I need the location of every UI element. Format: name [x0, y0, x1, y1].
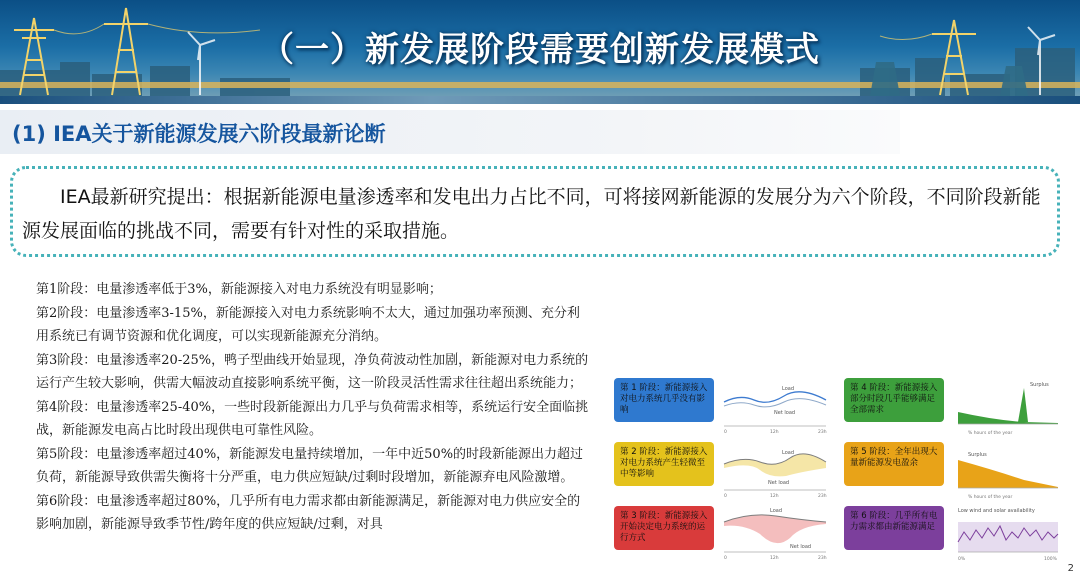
stage-2-netload-label: Net load [768, 480, 790, 486]
stage-item-4: 第4阶段：电量渗透率25-40%，一些时段新能源出力几乎与负荷需求相等，系统运行安全面临挑战，新能源发电高占比时段出现供电可靠性风险。 [36, 399, 589, 438]
stage-5-hours-label: % hours of the year [968, 495, 1013, 500]
stage-card-1-label: 第 1 阶段：新能源接入对电力系统几乎没有影响 [620, 383, 708, 415]
stage-6-tick-0: 0% [958, 557, 966, 562]
stage-3-duck-curve-chart [720, 504, 830, 560]
stage-6-low-wind-label: Low wind and solar availability [958, 508, 1035, 514]
stage-1-load-label: Load [782, 386, 794, 392]
stage-card-2 [614, 442, 714, 486]
stage-item-6: 第6阶段：电量渗透率超过80%，几乎所有电力需求都由新能源满足，新能源对电力供应安全的影响加剧，新能源导致季节性/跨年度的供应短缺/过剩，对具 [36, 493, 581, 532]
stage-6-availability-chart [954, 502, 1060, 564]
stage-3-tick-0: 0 [724, 556, 727, 560]
stage-item-5: 第5阶段：电量渗透率超过40%，新能源发电量持续增加，一年中近50%的时段新能源出力超过负荷，新能源导致供需失衡将十分严重，电力供应短缺/过剩时段增加，新能源弃电风险激增。 [36, 446, 584, 485]
stage-6-tick-100: 100% [1044, 557, 1057, 562]
stage-card-6-label: 第 6 阶段：几乎所有电力需求都由新能源满足 [850, 511, 938, 532]
stage-1-load-chart [720, 378, 830, 434]
stage-card-2-label: 第 2 阶段：新能源接入对电力系统产生轻微至中等影响 [620, 447, 708, 479]
stage-card-3-label: 第 3 阶段：新能源接入开始决定电力系统的运行方式 [620, 511, 708, 543]
stage-1-tick-12: 12h [770, 430, 779, 434]
stage-3-netload-label: Net load [790, 544, 812, 550]
stage-card-3 [614, 506, 714, 550]
six-stage-diagram [606, 372, 1070, 576]
stage-card-4-label: 第 4 阶段：新能源接入部分时段几乎能够满足全部需求 [850, 383, 938, 415]
stage-2-tick-23: 23h [818, 494, 827, 498]
stage-card-5 [844, 442, 944, 486]
stage-5-surplus-chart [954, 442, 1060, 500]
page-title: （一）新发展阶段需要创新发展模式 [260, 30, 820, 70]
stage-4-surplus-chart [954, 376, 1060, 436]
header-banner [0, 0, 1080, 104]
stage-list [36, 278, 592, 537]
stage-1-tick-23: 23h [818, 430, 827, 434]
stage-item-2: 第2阶段：电量渗透率3-15%，新能源接入对电力系统影响不太大，通过加强功率预测、充分利用系统已有调节资源和优化调度，可以实现新能源充分消纳。 [36, 305, 580, 344]
page-number: 2 [1067, 563, 1074, 574]
section-title: (1) IEA关于新能源发展六阶段最新论断 [12, 122, 386, 146]
stage-1-tick-0: 0 [724, 430, 727, 434]
stage-4-surplus-label: Surplus [1030, 382, 1049, 388]
stage-3-tick-12: 12h [770, 556, 779, 560]
stage-card-1 [614, 378, 714, 422]
stage-2-tick-0: 0 [724, 494, 727, 498]
stage-card-5-label: 第 5 阶段：全年出现大量新能源发电盈余 [850, 447, 938, 468]
stage-2-load-label: Load [782, 450, 794, 456]
stage-4-hours-label: % hours of the year [968, 431, 1013, 436]
stage-item-3: 第3阶段：电量渗透率20-25%，鸭子型曲线开始显现，净负荷波动性加剧，新能源对电力系统的运行产生较大影响，供需大幅波动直接影响系统平衡，这一阶段灵活性需求往往超出系统能力； [36, 352, 589, 391]
stage-card-4 [844, 378, 944, 422]
stage-5-surplus-label: Surplus [968, 452, 987, 458]
stage-2-load-chart [720, 442, 830, 498]
stage-card-6 [844, 506, 944, 550]
stage-1-netload-label: Net load [774, 410, 796, 416]
stage-2-tick-12: 12h [770, 494, 779, 498]
stage-item-1: 第1阶段：电量渗透率低于3%，新能源接入对电力系统没有明显影响； [36, 282, 442, 297]
banner-divider [0, 96, 1080, 104]
stage-3-tick-23: 23h [818, 556, 827, 560]
stage-3-load-label: Load [770, 508, 782, 514]
intro-text: IEA最新研究提出：根据新能源电量渗透率和发电出力占比不同，可将接网新能源的发展分为六个阶段，不同阶段新能源发展面临的挑战不同，需要有针对性的采取措施。 [22, 186, 1041, 242]
